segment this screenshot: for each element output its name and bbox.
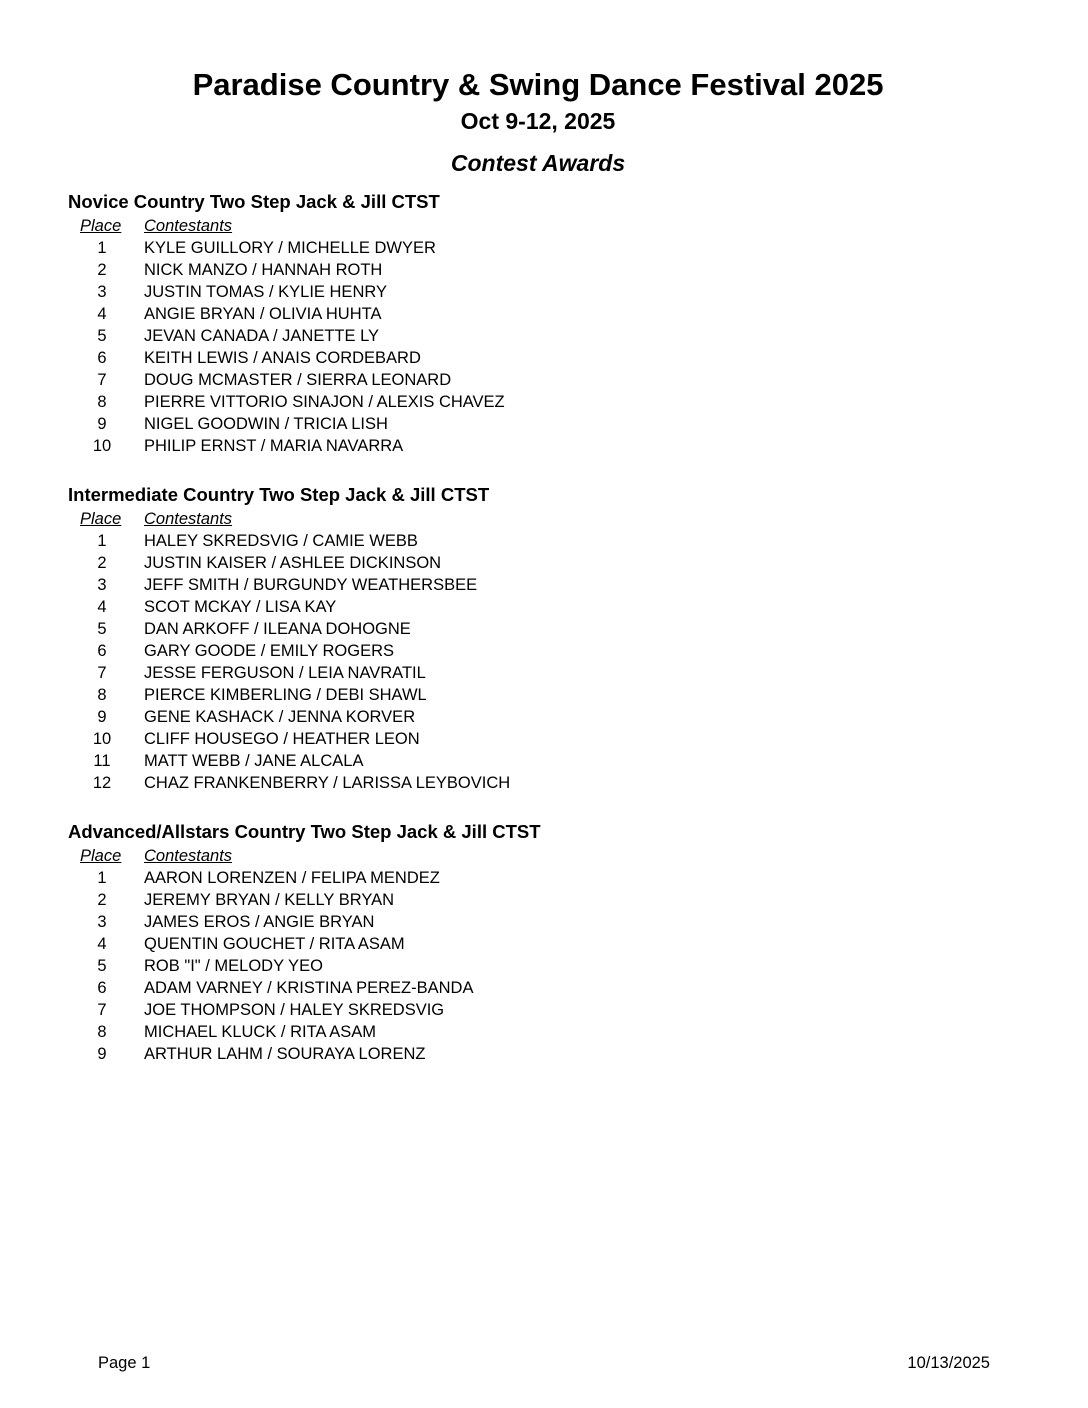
table-row [68, 999, 1028, 1021]
place-cell: 11 [93, 752, 111, 770]
contestants-cell: PIERCE KIMBERLING / DEBI SHAWL [144, 686, 427, 704]
place-cell: 5 [97, 957, 107, 975]
place-column-header: Place [80, 847, 122, 865]
contestants-cell: JEFF SMITH / BURGUNDY WEATHERSBEE [144, 576, 478, 594]
table-row [68, 596, 1028, 618]
place-cell: 9 [97, 708, 107, 726]
place-cell: 7 [97, 1001, 107, 1019]
document-header [0, 64, 1076, 178]
place-column-header: Place [80, 217, 122, 235]
contest-section [68, 482, 1028, 794]
contestants-cell: GENE KASHACK / JENNA KORVER [144, 708, 416, 726]
place-cell: 9 [97, 415, 107, 433]
table-row [68, 552, 1028, 574]
event-title: Paradise Country & Swing Dance Festival 2025 [192, 67, 884, 102]
place-cell: 4 [97, 935, 107, 953]
table-row [68, 867, 1028, 889]
table-row [68, 706, 1028, 728]
section-title: Intermediate Country Two Step Jack & Jill CTST [68, 484, 490, 505]
contestants-cell: CHAZ FRANKENBERRY / LARISSA LEYBOVICH [144, 774, 511, 792]
table-row [68, 435, 1028, 457]
place-cell: 3 [97, 576, 107, 594]
place-cell: 1 [97, 869, 107, 887]
contestants-cell: PIERRE VITTORIO SINAJON / ALEXIS CHAVEZ [144, 393, 505, 411]
contestants-cell: PHILIP ERNST / MARIA NAVARRA [144, 437, 404, 455]
place-cell: 7 [97, 664, 107, 682]
contestants-cell: KEITH LEWIS / ANAIS CORDEBARD [144, 349, 421, 367]
place-cell: 8 [97, 686, 107, 704]
contestants-cell: MICHAEL KLUCK / RITA ASAM [144, 1023, 376, 1041]
contestants-cell: AARON LORENZEN / FELIPA MENDEZ [144, 869, 440, 887]
place-cell: 10 [92, 730, 112, 748]
contest-section [68, 189, 1028, 457]
place-cell: 6 [97, 349, 107, 367]
place-cell: 2 [97, 554, 107, 572]
contestants-column-header: Contestants [144, 847, 233, 865]
contestants-cell: ARTHUR LAHM / SOURAYA LORENZ [144, 1045, 426, 1063]
contestants-cell: GARY GOODE / EMILY ROGERS [144, 642, 395, 660]
contestants-cell: JEVAN CANADA / JANETTE LY [144, 327, 380, 345]
document-subtitle: Contest Awards [450, 150, 626, 176]
table-row [68, 684, 1028, 706]
table-row [68, 728, 1028, 750]
table-row [68, 640, 1028, 662]
contestants-cell: ANGIE BRYAN / OLIVIA HUHTA [144, 305, 382, 323]
section-title: Novice Country Two Step Jack & Jill CTST [68, 191, 440, 212]
place-cell: 5 [97, 327, 107, 345]
column-header-row [68, 215, 1028, 237]
contestants-cell: JESSE FERGUSON / LEIA NAVRATIL [144, 664, 426, 682]
place-cell: 2 [97, 891, 107, 909]
table-row [68, 237, 1028, 259]
place-cell: 10 [92, 437, 112, 455]
table-row [68, 955, 1028, 977]
table-row [68, 413, 1028, 435]
table-row [68, 259, 1028, 281]
place-cell: 6 [97, 979, 107, 997]
place-cell: 3 [97, 913, 107, 931]
print-date: 10/13/2025 [907, 1354, 990, 1372]
place-cell: 8 [97, 393, 107, 411]
table-row [68, 977, 1028, 999]
place-cell: 9 [97, 1045, 107, 1063]
table-row [68, 889, 1028, 911]
table-row [68, 772, 1028, 794]
contestants-cell: ADAM VARNEY / KRISTINA PEREZ-BANDA [144, 979, 474, 997]
table-row [68, 530, 1028, 552]
page-footer [98, 1352, 990, 1374]
place-cell: 6 [97, 642, 107, 660]
contestants-column-header: Contestants [144, 510, 233, 528]
table-row [68, 369, 1028, 391]
contestants-cell: MATT WEBB / JANE ALCALA [144, 752, 364, 770]
place-column-header: Place [80, 510, 122, 528]
table-row [68, 391, 1028, 413]
contestants-cell: CLIFF HOUSEGO / HEATHER LEON [144, 730, 420, 748]
contest-section [68, 819, 1028, 1065]
contestants-cell: HALEY SKREDSVIG / CAMIE WEBB [144, 532, 418, 550]
contestants-cell: JOE THOMPSON / HALEY SKREDSVIG [144, 1001, 445, 1019]
contestants-cell: NICK MANZO / HANNAH ROTH [144, 261, 383, 279]
contestants-cell: JEREMY BRYAN / KELLY BRYAN [144, 891, 395, 909]
table-row [68, 1021, 1028, 1043]
place-cell: 4 [97, 305, 107, 323]
table-row [68, 618, 1028, 640]
page-number: Page 1 [98, 1354, 151, 1372]
table-row [68, 574, 1028, 596]
table-row [68, 303, 1028, 325]
section-title: Advanced/Allstars Country Two Step Jack & Jill CTST [68, 821, 541, 842]
column-header-row [68, 508, 1028, 530]
contestants-cell: JAMES EROS / ANGIE BRYAN [144, 913, 375, 931]
table-row [68, 911, 1028, 933]
contestants-cell: SCOT MCKAY / LISA KAY [144, 598, 337, 616]
contestants-column-header: Contestants [144, 217, 233, 235]
table-row [68, 750, 1028, 772]
place-cell: 4 [97, 598, 107, 616]
place-cell: 1 [97, 239, 107, 257]
table-row [68, 347, 1028, 369]
contestants-cell: JUSTIN KAISER / ASHLEE DICKINSON [144, 554, 442, 572]
contestants-cell: KYLE GUILLORY / MICHELLE DWYER [144, 239, 436, 257]
contest-sections [68, 189, 1028, 1090]
table-row [68, 325, 1028, 347]
table-row [68, 281, 1028, 303]
contestants-cell: QUENTIN GOUCHET / RITA ASAM [144, 935, 405, 953]
place-cell: 5 [97, 620, 107, 638]
contestants-cell: DAN ARKOFF / ILEANA DOHOGNE [144, 620, 411, 638]
contestants-cell: DOUG MCMASTER / SIERRA LEONARD [144, 371, 452, 389]
place-cell: 2 [97, 261, 107, 279]
contestants-cell: JUSTIN TOMAS / KYLIE HENRY [144, 283, 387, 301]
contestants-cell: NIGEL GOODWIN / TRICIA LISH [144, 415, 388, 433]
place-cell: 3 [97, 283, 107, 301]
contestants-cell: ROB "I" / MELODY YEO [144, 957, 323, 975]
column-header-row [68, 845, 1028, 867]
event-dates: Oct 9-12, 2025 [460, 108, 616, 134]
table-row [68, 1043, 1028, 1065]
place-cell: 8 [97, 1023, 107, 1041]
table-row [68, 933, 1028, 955]
table-row [68, 662, 1028, 684]
place-cell: 1 [97, 532, 107, 550]
place-cell: 12 [92, 774, 112, 792]
place-cell: 7 [97, 371, 107, 389]
